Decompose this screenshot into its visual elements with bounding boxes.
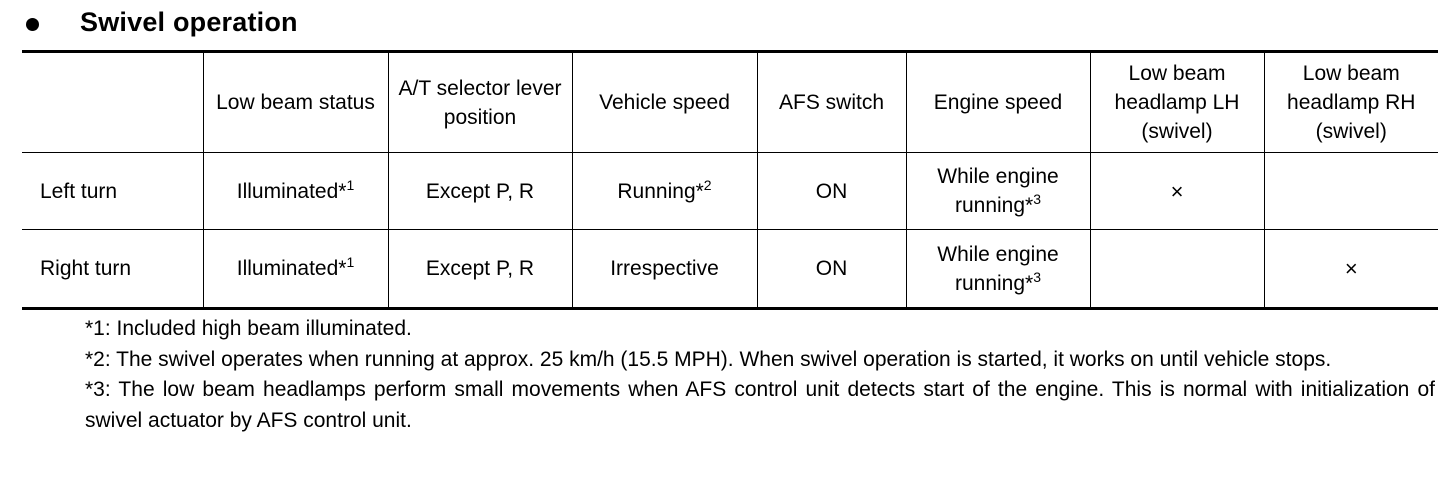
cell-afs-switch: ON	[757, 230, 906, 309]
cell-low-beam-status	[203, 230, 388, 309]
cell-rh-swivel: ×	[1264, 230, 1438, 309]
cell-text: running*	[954, 271, 1034, 295]
header-rh-swivel: Low beam headlamp RH (swivel)	[1264, 52, 1438, 153]
footnotes	[85, 314, 1435, 436]
cell-engine-speed	[906, 153, 1090, 230]
header-blank	[22, 52, 203, 153]
cell-text: Irrespective	[610, 257, 719, 280]
bullet-icon	[26, 18, 39, 31]
cell-text: Illuminated*	[236, 257, 347, 280]
cell-afs-switch: ON	[757, 153, 906, 230]
cell-lh-swivel: ×	[1090, 153, 1264, 230]
row-label: Right turn	[40, 257, 132, 280]
header-selector-position: A/T selector lever position	[388, 52, 572, 153]
cell-selector-position: Except P, R	[388, 153, 572, 230]
table-row-left-turn	[22, 153, 1438, 230]
cell-text: running*	[954, 194, 1034, 217]
header-low-beam-status: Low beam status	[203, 52, 388, 153]
cell-text: While engine	[937, 242, 1059, 266]
cell-text: Illuminated*	[236, 179, 347, 203]
footnote-ref: 3	[1033, 191, 1042, 207]
footnote-1: *1: Included high beam illuminated.	[85, 317, 412, 340]
row-label: Left turn	[40, 179, 118, 203]
header-afs-switch: AFS switch	[757, 52, 906, 153]
cell-engine-speed	[906, 230, 1090, 309]
cell-vehicle-speed	[572, 230, 757, 309]
header-engine-speed: Engine speed	[906, 52, 1090, 153]
header-lh-swivel: Low beam headlamp LH (swivel)	[1090, 52, 1264, 153]
cell-selector-position: Except P, R	[388, 230, 572, 309]
table-header-row	[22, 52, 1438, 153]
section-title: Swivel operation	[80, 6, 298, 37]
footnote-ref: 1	[346, 254, 355, 270]
section-heading	[26, 4, 298, 40]
cell-text: While engine	[937, 165, 1059, 188]
cell-lh-swivel	[1090, 230, 1264, 309]
header-vehicle-speed: Vehicle speed	[572, 52, 757, 153]
table-row-right-turn	[22, 230, 1438, 309]
cell-low-beam-status	[203, 153, 388, 230]
cell-vehicle-speed	[572, 153, 757, 230]
footnote-ref: 2	[703, 176, 712, 193]
swivel-operation-table	[22, 50, 1438, 310]
footnote-2: *2: The swivel operates when running at approx. 25 km/h (15.5 MPH). When swivel operation is started, it works on until vehicle stops.	[85, 347, 1332, 371]
cell-rh-swivel	[1264, 153, 1438, 230]
footnote-ref: 3	[1033, 268, 1042, 285]
footnote-ref: 1	[346, 176, 355, 193]
cell-text: Running*	[617, 179, 704, 203]
footnote-3: *3: The low beam headlamps perform small movements when AFS control unit detects start of the engine. This is normal with initialization of swivel actuator by AFS control unit.	[85, 378, 1435, 432]
